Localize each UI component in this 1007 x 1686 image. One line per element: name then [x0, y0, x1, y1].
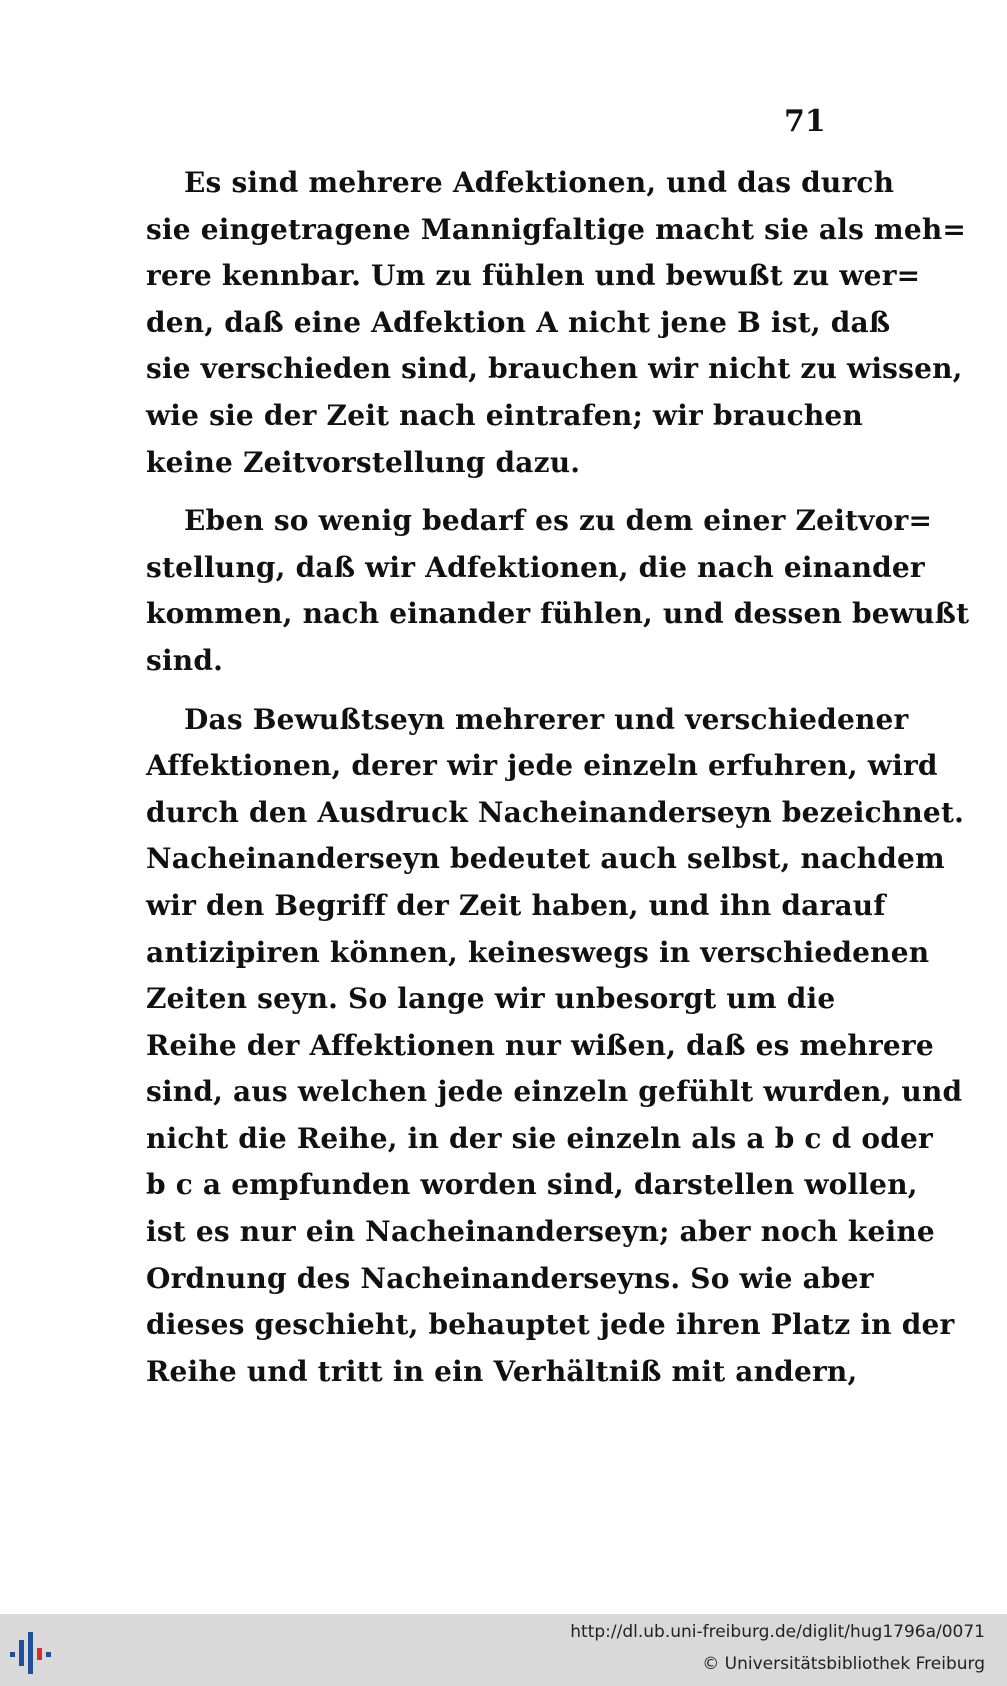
paragraph	[146, 498, 970, 684]
text-line: ist es nur ein Nacheinanderseyn; aber noch keine	[146, 1215, 935, 1249]
paragraph	[146, 697, 965, 1396]
text-line: wir den Begriff der Zeit haben, und ihn darauf	[146, 888, 886, 922]
text-line: sie verschieden sind, brauchen wir nicht zu wissen,	[146, 352, 963, 386]
ub-freiburg-logo-icon	[10, 1632, 62, 1674]
text-line: Reihe und tritt in ein Verhältniß mit andern,	[146, 1354, 858, 1388]
text-line: sie eingetragene Mannigfaltige macht sie als meh=	[146, 212, 967, 246]
text-line: Reihe der Affektionen nur wißen, daß es mehrere	[146, 1028, 934, 1062]
text-line: stellung, daß wir Adfektionen, die nach einander	[146, 550, 925, 584]
text-line: Es sind mehrere Adfektionen, und das durch	[184, 166, 895, 199]
text-line: Zeiten seyn. So lange wir unbesorgt um die	[146, 982, 836, 1016]
body-text	[146, 160, 970, 1407]
text-line: Affektionen, derer wir jede einzeln erfuhren, wird	[146, 749, 938, 783]
text-line: kommen, nach einander fühlen, und dessen bewußt	[146, 597, 970, 631]
text-line: wie sie der Zeit nach eintrafen; wir brauchen	[146, 398, 863, 432]
text-line: dieses geschieht, behauptet jede ihren Platz in der	[146, 1308, 955, 1342]
footer-bar	[0, 1614, 1007, 1686]
text-line: rere kennbar. Um zu fühlen und bewußt zu wer=	[146, 259, 921, 293]
text-line: Ordnung des Nacheinanderseyns. So wie aber	[146, 1261, 874, 1295]
text-line: Eben so wenig bedarf es zu dem einer Zeitvor=	[184, 504, 933, 538]
paragraph	[146, 160, 967, 486]
text-line: keine Zeitvorstellung dazu.	[146, 445, 581, 479]
text-line: sind.	[146, 643, 224, 677]
copyright-notice: © Universitätsbibliothek Freiburg	[702, 1654, 985, 1674]
text-line: Das Bewußtseyn mehrerer und verschiedener	[184, 702, 909, 736]
page-number: 71	[784, 104, 826, 139]
document-url[interactable]: http://dl.ub.uni-freiburg.de/diglit/hug1796a/0071	[570, 1622, 985, 1642]
text-line: durch den Ausdruck Nacheinanderseyn bezeichnet.	[146, 795, 965, 829]
text-line: antizipiren können, keineswegs in verschiedenen	[146, 935, 930, 969]
text-line: b c a empfunden worden sind, darstellen wollen,	[146, 1168, 918, 1202]
text-line: Nacheinanderseyn bedeutet auch selbst, nachdem	[146, 842, 945, 876]
text-line: den, daß eine Adfektion A nicht jene B ist, daß	[146, 305, 891, 339]
text-line: sind, aus welchen jede einzeln gefühlt wurden, und	[146, 1075, 963, 1109]
text-line: nicht die Reihe, in der sie einzeln als a b c d oder	[146, 1121, 933, 1155]
